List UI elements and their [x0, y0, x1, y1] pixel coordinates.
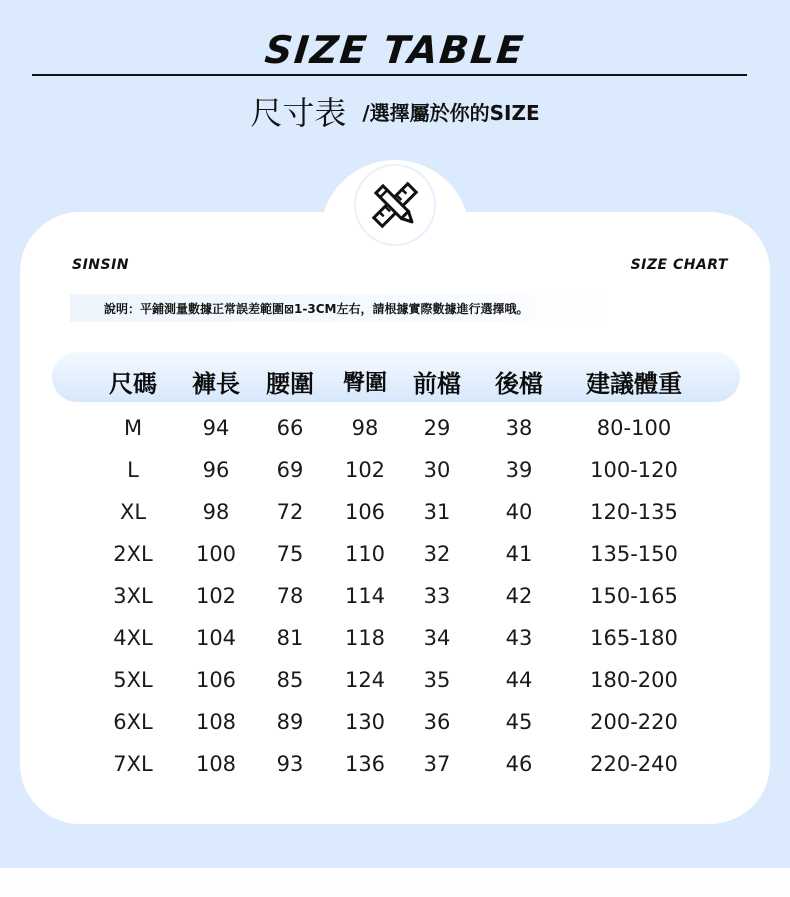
column-header-front-rise: 前檔 [413, 370, 461, 398]
table-cell-back-rise: 41 [505, 542, 533, 566]
table-cell-back-rise: 45 [505, 710, 533, 734]
table-cell-waist: 66 [276, 416, 304, 440]
column-header-back-rise: 後檔 [495, 370, 543, 398]
table-cell-hip: 110 [344, 542, 386, 566]
table-cell-back-rise: 46 [505, 752, 533, 776]
table-cell-front-rise: 31 [423, 500, 451, 524]
column-header-length: 褲長 [192, 370, 240, 398]
table-cell-waist: 72 [276, 500, 304, 524]
table-cell-size: XL [119, 500, 147, 524]
table-cell-waist: 93 [276, 752, 304, 776]
table-cell-length: 98 [202, 500, 230, 524]
table-cell-hip: 114 [344, 584, 386, 608]
table-cell-hip: 136 [344, 752, 386, 776]
ruler-pencil-icon [369, 179, 421, 231]
column-header-weight: 建議體重 [586, 370, 682, 398]
table-cell-weight: 200-220 [590, 710, 678, 734]
table-cell-back-rise: 43 [505, 626, 533, 650]
table-cell-back-rise: 39 [505, 458, 533, 482]
table-cell-hip: 124 [344, 668, 386, 692]
table-cell-size: 6XL [113, 710, 153, 734]
table-cell-length: 108 [195, 710, 237, 734]
size-chart-label: SIZE CHART [630, 257, 728, 273]
table-cell-weight: 135-150 [590, 542, 678, 566]
table-cell-front-rise: 36 [423, 710, 451, 734]
subtitle: 尺寸表 [250, 94, 347, 132]
table-cell-front-rise: 30 [423, 458, 451, 482]
table-cell-back-rise: 44 [505, 668, 533, 692]
table-cell-hip: 118 [344, 626, 386, 650]
table-cell-size: 7XL [113, 752, 153, 776]
table-cell-front-rise: 33 [423, 584, 451, 608]
table-cell-size: 3XL [113, 584, 153, 608]
table-cell-waist: 89 [276, 710, 304, 734]
table-cell-size: 4XL [113, 626, 153, 650]
column-header-waist: 腰圍 [266, 370, 314, 398]
table-cell-back-rise: 38 [505, 416, 533, 440]
table-cell-weight: 80-100 [596, 416, 672, 440]
subtitle-note: /選擇屬於你的SIZE [362, 100, 540, 125]
note-bar [70, 294, 618, 322]
table-cell-size: L [127, 458, 139, 482]
table-cell-hip: 106 [344, 500, 386, 524]
column-header-size: 尺碼 [109, 370, 157, 398]
table-cell-length: 102 [195, 584, 237, 608]
table-cell-back-rise: 40 [505, 500, 533, 524]
table-cell-size: M [123, 416, 143, 440]
table-cell-front-rise: 37 [423, 752, 451, 776]
table-cell-front-rise: 32 [423, 542, 451, 566]
brand-name: SINSIN [72, 257, 130, 273]
table-cell-length: 100 [195, 542, 237, 566]
table-cell-weight: 165-180 [590, 626, 678, 650]
table-cell-weight: 120-135 [590, 500, 678, 524]
table-cell-weight: 180-200 [590, 668, 678, 692]
table-cell-waist: 78 [276, 584, 304, 608]
table-cell-weight: 220-240 [590, 752, 678, 776]
table-cell-back-rise: 42 [505, 584, 533, 608]
table-cell-weight: 150-165 [590, 584, 678, 608]
measurement-note: 說明：平鋪測量數據正常誤差範圍⊠1-3CM左右，請根據實際數據進行選擇哦。 [104, 301, 529, 316]
table-cell-size: 2XL [113, 542, 153, 566]
page-title: SIZE TABLE [262, 28, 528, 72]
column-header-hip: 臀圍 [342, 371, 388, 396]
table-cell-hip: 102 [344, 458, 386, 482]
table-cell-weight: 100-120 [590, 458, 678, 482]
icon-badge [356, 166, 434, 244]
table-cell-waist: 81 [276, 626, 304, 650]
bottom-band [0, 868, 790, 897]
table-cell-length: 94 [202, 416, 230, 440]
subtitle-row [0, 88, 790, 134]
table-cell-size: 5XL [113, 668, 153, 692]
table-cell-length: 96 [202, 458, 230, 482]
table-cell-length: 104 [195, 626, 237, 650]
table-cell-length: 106 [195, 668, 237, 692]
table-cell-waist: 75 [276, 542, 304, 566]
table-cell-length: 108 [195, 752, 237, 776]
table-cell-hip: 98 [351, 416, 379, 440]
table-cell-front-rise: 34 [423, 626, 451, 650]
table-cell-front-rise: 35 [423, 668, 451, 692]
title-divider [32, 74, 747, 76]
table-cell-waist: 69 [276, 458, 304, 482]
table-cell-hip: 130 [344, 710, 386, 734]
table-cell-front-rise: 29 [423, 416, 451, 440]
table-cell-waist: 85 [276, 668, 304, 692]
